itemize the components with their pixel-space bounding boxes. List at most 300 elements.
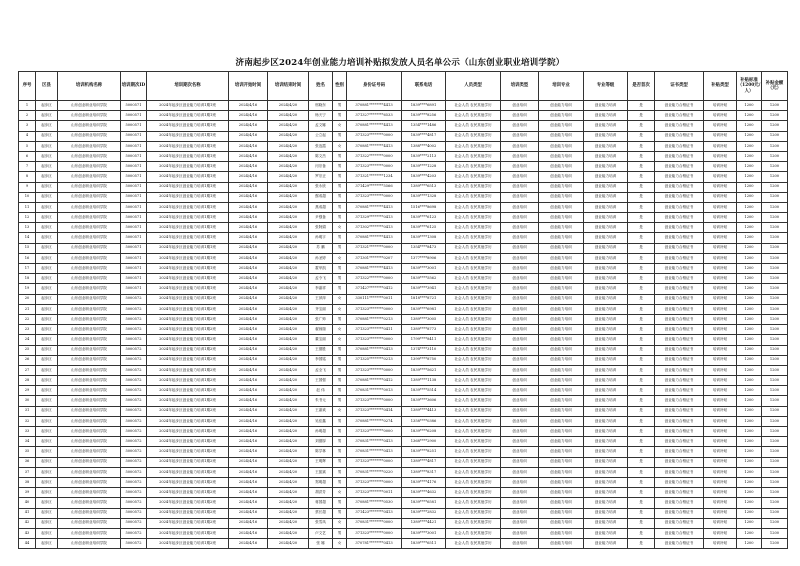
table-cell: 女 [333, 223, 347, 233]
table-cell: 创业能力培训 [584, 528, 628, 538]
column-header: 培训专业 [539, 72, 584, 101]
table-cell: 1200 [762, 539, 788, 549]
table-cell: 男 [333, 202, 347, 212]
table-cell: 起步区 [36, 264, 58, 274]
table-cell: 5000572 [121, 365, 147, 375]
column-header: 培训结束时间 [268, 72, 309, 101]
table-cell: 女 [333, 253, 347, 263]
table-cell: 1354****8473 [402, 243, 446, 253]
table-cell: 1200 [737, 396, 762, 406]
table-cell: 创业能力合格证书 [655, 416, 704, 426]
table-cell: 山东创业职业培训学院 [58, 131, 121, 141]
table-cell: 1200 [737, 233, 762, 243]
table-cell: 培训补贴 [704, 345, 737, 355]
table-cell: 2024/4/16 [229, 518, 268, 528]
table-row [19, 182, 788, 192]
table-cell: 创业能力培训 [539, 151, 584, 161]
table-cell: 5000572 [121, 477, 147, 487]
table-cell: 是 [628, 325, 655, 335]
table-cell: 起步区 [36, 406, 58, 416]
table-cell: 24 [19, 335, 36, 345]
table-cell: 创业培训 [501, 518, 539, 528]
table-cell: 创业能力合格证书 [655, 518, 704, 528]
table-cell: 创业能力合格证书 [655, 192, 704, 202]
table-cell: 创业培训 [501, 264, 539, 274]
table-cell: 40 [19, 498, 36, 508]
table-cell: 孟文娜 [309, 121, 333, 131]
table-cell: 社会人员 农民其他学历 [446, 416, 501, 426]
table-cell: 是 [628, 101, 655, 111]
table-cell: 1374****3110 [402, 345, 446, 355]
table-cell: 371323********0414 [347, 406, 402, 416]
table-cell: 2024年起步区创业能力培训1期1班 [147, 202, 229, 212]
table-cell: 370881********4413 [347, 121, 402, 131]
table-cell: 2024/4/16 [229, 151, 268, 161]
table-cell: 是 [628, 121, 655, 131]
table-cell: 创业能力培训 [539, 467, 584, 477]
table-cell: 创业能力培训 [539, 274, 584, 284]
table-cell: 创业能力合格证书 [655, 437, 704, 447]
table-cell: 2024/4/16 [229, 202, 268, 212]
table-cell: 371321********1234 [347, 172, 402, 182]
table-cell: 2024/4/16 [229, 131, 268, 141]
table-cell: 创业培训 [501, 508, 539, 518]
table-cell: 是 [628, 488, 655, 498]
table-cell: 2024/4/16 [229, 162, 268, 172]
table-cell: 2024/4/20 [268, 121, 309, 131]
table-cell: 1200 [762, 213, 788, 223]
column-header: 人员类型 [446, 72, 501, 101]
table-cell: 6 [19, 151, 36, 161]
table-row [19, 243, 788, 253]
table-cell: 创业能力合格证书 [655, 141, 704, 151]
table-cell: 1839****1328 [402, 192, 446, 202]
table-cell: 社会人员 农民其他学历 [446, 213, 501, 223]
table-cell: 22 [19, 314, 36, 324]
table-cell: 创业能力培训 [584, 192, 628, 202]
table-cell: 1200 [737, 518, 762, 528]
table-cell: 371323********0000 [347, 304, 402, 314]
table-cell: 1839****5562 [402, 274, 446, 284]
table-cell: 创业能力培训 [584, 131, 628, 141]
table-cell: 1200 [737, 264, 762, 274]
table-row [19, 294, 788, 304]
table-cell: 371329********0413 [347, 213, 402, 223]
table-cell: 2024/4/20 [268, 274, 309, 284]
table-cell: 是 [628, 182, 655, 192]
table-cell: 1839****6123 [402, 213, 446, 223]
table-cell: 370881********0530 [347, 498, 402, 508]
table-cell: 男 [333, 528, 347, 538]
table-cell: 1200 [737, 182, 762, 192]
table-cell: 5000572 [121, 314, 147, 324]
table-cell: 创业能力合格证书 [655, 121, 704, 131]
table-cell: 社会人员 农民其他学历 [446, 365, 501, 375]
table-cell: 山东创业职业培训学院 [58, 467, 121, 477]
table-cell: 山东创业职业培训学院 [58, 233, 121, 243]
table-cell: 21 [19, 304, 36, 314]
table-cell: 2 [19, 111, 36, 121]
table-cell: 张广帅 [309, 314, 333, 324]
table-cell: 起步区 [36, 253, 58, 263]
table-cell: 男 [333, 386, 347, 396]
table-cell: 起步区 [36, 274, 58, 284]
table-cell: 1200 [737, 376, 762, 386]
table-cell: 女 [333, 518, 347, 528]
table-cell: 17 [19, 264, 36, 274]
table-cell: 起步区 [36, 518, 58, 528]
table-cell: 5000571 [121, 213, 147, 223]
table-cell: 创业能力培训 [584, 498, 628, 508]
table-cell: 2024年起步区创业能力培训1期2班 [147, 437, 229, 447]
table-cell: 创业能力培训 [584, 253, 628, 263]
table-cell: 创业能力培训 [584, 202, 628, 212]
table-cell: 男 [333, 213, 347, 223]
table-cell: 2024/4/20 [268, 192, 309, 202]
table-cell: 培训补贴 [704, 233, 737, 243]
table-cell: 创业能力培训 [584, 213, 628, 223]
table-cell: 社会人员 农民其他学历 [446, 182, 501, 192]
table-row [19, 325, 788, 335]
table-cell: 5000571 [121, 151, 147, 161]
table-cell: 创业能力合格证书 [655, 528, 704, 538]
table-cell: 燕成超 [309, 202, 333, 212]
table-cell: 起步区 [36, 202, 58, 212]
table-cell: 是 [628, 528, 655, 538]
table-cell: 创业能力培训 [539, 386, 584, 396]
table-cell: 1389****6513 [402, 182, 446, 192]
table-cell: 5000571 [121, 264, 147, 274]
table-cell: 社会人员 农民其他学历 [446, 467, 501, 477]
table-cell: 创业培训 [501, 162, 539, 172]
table-row [19, 416, 788, 426]
table-cell: 起步区 [36, 121, 58, 131]
table-cell: 社会人员 农民其他学历 [446, 528, 501, 538]
table-cell: 11 [19, 202, 36, 212]
table-cell: 2024/4/16 [229, 243, 268, 253]
table-cell: 2024/4/20 [268, 396, 309, 406]
table-cell: 2024/4/16 [229, 213, 268, 223]
table-cell: 370831********0000 [347, 518, 402, 528]
table-cell: 是 [628, 294, 655, 304]
table-cell: 2024年起步区创业能力培训1期1班 [147, 223, 229, 233]
table-cell: 2024年起步区创业能力培训1期2班 [147, 447, 229, 457]
table-cell: 1200 [737, 253, 762, 263]
table-cell: 1839****4817 [402, 131, 446, 141]
table-cell: 2024/4/20 [268, 467, 309, 477]
table-cell: 培训补贴 [704, 223, 737, 233]
table-cell: 山东创业职业培训学院 [58, 345, 121, 355]
table-cell: 5000572 [121, 416, 147, 426]
table-cell: 创业能力合格证书 [655, 477, 704, 487]
table-cell: 是 [628, 162, 655, 172]
table-cell: 2024/4/16 [229, 539, 268, 549]
table-cell: 孟令飞 [309, 274, 333, 284]
table-cell: 创业能力培训 [584, 447, 628, 457]
table-cell: 2024/4/20 [268, 376, 309, 386]
table-cell: 1200 [737, 539, 762, 549]
table-cell: 创业能力合格证书 [655, 264, 704, 274]
table-cell: 社会人员 农民其他学历 [446, 202, 501, 212]
table-cell: 2024/4/20 [268, 447, 309, 457]
table-row [19, 365, 788, 375]
table-cell: 23 [19, 325, 36, 335]
column-header: 是否首次 [628, 72, 655, 101]
table-cell: 创业能力培训 [584, 101, 628, 111]
table-cell: 女 [333, 325, 347, 335]
table-cell: 创业能力合格证书 [655, 243, 704, 253]
table-cell: 2024/4/16 [229, 457, 268, 467]
table-cell: 创业培训 [501, 396, 539, 406]
table-cell: 是 [628, 274, 655, 284]
table-cell: 创业能力培训 [584, 508, 628, 518]
table-cell: 培训补贴 [704, 437, 737, 447]
table-cell: 创业能力培训 [584, 294, 628, 304]
table-cell: 1388****4002 [402, 141, 446, 151]
table-row [19, 467, 788, 477]
table-cell: 1200 [737, 335, 762, 345]
table-cell: 是 [628, 457, 655, 467]
table-row [19, 162, 788, 172]
subsidy-roster-table [18, 71, 788, 549]
table-cell: 创业能力合格证书 [655, 101, 704, 111]
table-cell: 张雪凤 [309, 518, 333, 528]
table-cell: 创业能力培训 [539, 508, 584, 518]
table-cell: 2024/4/16 [229, 396, 268, 406]
table-cell: 社会人员 农民其他学历 [446, 447, 501, 457]
table-cell: 山东创业职业培训学院 [58, 151, 121, 161]
table-cell: 创业能力培训 [539, 121, 584, 131]
table-cell: 34 [19, 437, 36, 447]
table-cell: 起步区 [36, 162, 58, 172]
table-cell: 创业能力培训 [539, 223, 584, 233]
table-cell: 创业能力培训 [584, 121, 628, 131]
table-cell: 2024/4/16 [229, 355, 268, 365]
table-cell: 创业能力培训 [584, 457, 628, 467]
table-cell: 创业能力合格证书 [655, 386, 704, 396]
table-cell: 社会人员 农民其他学历 [446, 477, 501, 487]
table-cell: 培训补贴 [704, 447, 737, 457]
table-cell: 2024/4/20 [268, 508, 309, 518]
table-cell: 1200 [762, 314, 788, 324]
table-cell: 培训补贴 [704, 151, 737, 161]
table-cell: 社会人员 农民其他学历 [446, 335, 501, 345]
table-cell: 5000572 [121, 467, 147, 477]
table-cell: 370881********4413 [347, 141, 402, 151]
table-cell: 43 [19, 528, 36, 538]
table-cell: 女 [333, 488, 347, 498]
table-cell: 山东创业职业培训学院 [58, 264, 121, 274]
table-cell: 创业能力合格证书 [655, 376, 704, 386]
table-cell: 1200 [737, 467, 762, 477]
table-cell: 创业培训 [501, 121, 539, 131]
table-cell: 创业培训 [501, 539, 539, 549]
table-cell: 2024/4/20 [268, 457, 309, 467]
table-cell: 2024年起步区创业能力培训1期1班 [147, 172, 229, 182]
table-cell: 2024/4/16 [229, 325, 268, 335]
table-cell: 创业能力培训 [539, 457, 584, 467]
table-cell: 创业能力合格证书 [655, 172, 704, 182]
table-cell: 培训补贴 [704, 243, 737, 253]
table-cell: 15 [19, 243, 36, 253]
table-cell: 2024/4/16 [229, 477, 268, 487]
table-cell: 2024/4/16 [229, 314, 268, 324]
table-cell: 社会人员 农民其他学历 [446, 386, 501, 396]
table-cell: 王国强 [309, 376, 333, 386]
table-cell: 创业能力培训 [539, 477, 584, 487]
table-cell: 培训补贴 [704, 335, 737, 345]
table-cell: 2024年起步区创业能力培训1期1班 [147, 274, 229, 284]
table-cell: 370881********0412 [347, 376, 402, 386]
table-cell: 1200 [737, 345, 762, 355]
table-cell: 社会人员 农民其他学历 [446, 253, 501, 263]
table-cell: 2024年起步区创业能力培训1期2班 [147, 416, 229, 426]
table-cell: 370881********0413 [347, 345, 402, 355]
table-cell: 男 [333, 284, 347, 294]
table-cell: 2024年起步区创业能力培训1期1班 [147, 101, 229, 111]
table-cell: 2024年起步区创业能力培训1期2班 [147, 345, 229, 355]
column-header: 补贴标准（1200元/人） [737, 72, 762, 101]
table-cell: 社会人员 农民其他学历 [446, 396, 501, 406]
table-cell: 2024/4/16 [229, 274, 268, 284]
table-cell: 1200 [762, 477, 788, 487]
table-cell: 起步区 [36, 243, 58, 253]
table-cell: 起步区 [36, 386, 58, 396]
table-cell: 社会人员 农民其他学历 [446, 539, 501, 549]
table-cell: 山东创业职业培训学院 [58, 172, 121, 182]
table-cell: 山东创业职业培训学院 [58, 182, 121, 192]
table-cell: 张阿娟 [309, 223, 333, 233]
table-cell: 是 [628, 141, 655, 151]
table-cell: 38 [19, 477, 36, 487]
table-cell: 1200 [762, 192, 788, 202]
table-cell: 创业能力培训 [584, 162, 628, 172]
table-cell: 创业能力培训 [584, 355, 628, 365]
table-cell: 370881********4413 [347, 233, 402, 243]
table-cell: 山东创业职业培训学院 [58, 376, 121, 386]
table-cell: 男 [333, 467, 347, 477]
table-cell: 5000571 [121, 182, 147, 192]
table-cell: 12 [19, 213, 36, 223]
table-cell: 371323********0000 [347, 457, 402, 467]
table-body [19, 101, 788, 549]
table-cell: 5000571 [121, 172, 147, 182]
table-cell: 5000572 [121, 498, 147, 508]
table-cell: 2024年起步区创业能力培训1期2班 [147, 314, 229, 324]
table-cell: 是 [628, 284, 655, 294]
table-cell: 1839****8251 [402, 447, 446, 457]
table-cell: 女 [333, 539, 347, 549]
table-cell: 培训补贴 [704, 396, 737, 406]
table-cell: 1200 [737, 304, 762, 314]
table-cell: 创业能力培训 [584, 151, 628, 161]
table-cell: 16 [19, 253, 36, 263]
table-cell: 371322********0000 [347, 274, 402, 284]
table-cell: 370831********0013 [347, 386, 402, 396]
table-cell: 创业能力合格证书 [655, 131, 704, 141]
table-cell: 创业培训 [501, 233, 539, 243]
table-cell: 2024/4/20 [268, 151, 309, 161]
table-cell: 山东创业职业培训学院 [58, 406, 121, 416]
table-cell: 培训补贴 [704, 325, 737, 335]
table-cell: 1389****4817 [402, 457, 446, 467]
table-cell: 翟琼瑞 [309, 325, 333, 335]
table-cell: 2024年起步区创业能力培训1期2班 [147, 427, 229, 437]
table-cell: 10 [19, 192, 36, 202]
table-cell: 1200 [762, 376, 788, 386]
column-header: 培训类型 [501, 72, 539, 101]
table-cell: 1200 [762, 355, 788, 365]
table-cell: 370881********0274 [347, 416, 402, 426]
table-cell: 5000571 [121, 192, 147, 202]
table-cell: 1200 [762, 396, 788, 406]
table-cell: 创业能力培训 [539, 447, 584, 457]
table-cell: 创业培训 [501, 274, 539, 284]
table-cell: 男 [333, 172, 347, 182]
table-cell: 山东创业职业培训学院 [58, 416, 121, 426]
table-cell: 创业能力培训 [584, 264, 628, 274]
table-cell: 19 [19, 284, 36, 294]
table-cell: 2024年起步区创业能力培训1期2班 [147, 304, 229, 314]
table-cell: 王萍萍 [309, 294, 333, 304]
table-cell: 女 [333, 406, 347, 416]
table-cell: 371301********0207 [347, 253, 402, 263]
table-cell: 创业能力培训 [539, 427, 584, 437]
table-cell: 1200 [737, 284, 762, 294]
table-cell: 社会人员 农民其他学历 [446, 223, 501, 233]
table-cell: 5000571 [121, 274, 147, 284]
table-cell: 2024年起步区创业能力培训1期2班 [147, 457, 229, 467]
table-cell: 王嘉欢 [309, 406, 333, 416]
table-cell: 起步区 [36, 396, 58, 406]
table-cell: 社会人员 农民其他学历 [446, 121, 501, 131]
table-cell: 2024/4/20 [268, 223, 309, 233]
table-cell: 28 [19, 376, 36, 386]
table-cell: 370881********0213 [347, 314, 402, 324]
table-cell: 是 [628, 243, 655, 253]
table-row [19, 213, 788, 223]
table-cell: 山东创业职业培训学院 [58, 101, 121, 111]
table-cell: 1200 [762, 406, 788, 416]
table-cell: 创业能力培训 [539, 182, 584, 192]
table-cell: 1200 [737, 528, 762, 538]
table-cell: 1200 [737, 488, 762, 498]
table-cell: 1200 [762, 151, 788, 161]
table-cell: 刘德厚 [309, 437, 333, 447]
table-cell: 5000572 [121, 304, 147, 314]
table-cell: 起步区 [36, 223, 58, 233]
table-cell: 1200 [762, 202, 788, 212]
table-cell: 创业能力培训 [584, 325, 628, 335]
table-cell: 创业培训 [501, 243, 539, 253]
table-cell: 5000572 [121, 406, 147, 416]
table-cell: 2024/4/20 [268, 406, 309, 416]
table-cell: 是 [628, 518, 655, 528]
table-cell: 山东创业职业培训学院 [58, 274, 121, 284]
table-cell: 2024/4/20 [268, 264, 309, 274]
table-cell: 5000572 [121, 376, 147, 386]
table-cell: 2024年起步区创业能力培训1期1班 [147, 141, 229, 151]
column-header: 培训开始时间 [229, 72, 268, 101]
table-cell: 1200 [737, 131, 762, 141]
table-cell: 起步区 [36, 416, 58, 426]
table-cell: 女 [333, 121, 347, 131]
table-cell: 创业能力培训 [584, 437, 628, 447]
table-cell: 370831********0413 [347, 447, 402, 457]
table-cell: 创业能力培训 [539, 498, 584, 508]
table-cell: 公立起 [309, 131, 333, 141]
table-cell: 5000571 [121, 111, 147, 121]
